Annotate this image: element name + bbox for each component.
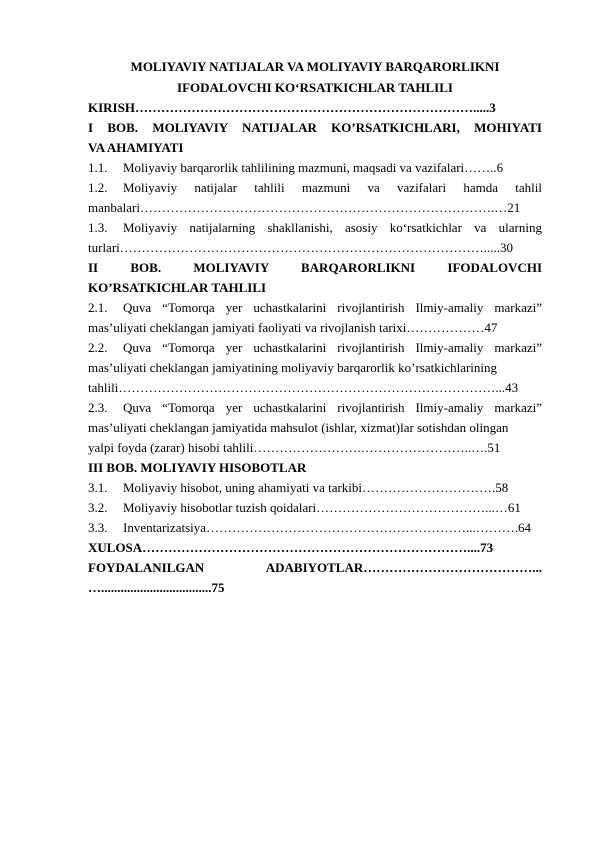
toc-section-1-2-line-2: manbalari……………………………………………………………………….…21 bbox=[88, 200, 521, 215]
section-number: 1.2. bbox=[88, 180, 108, 195]
section-number: 2.1. bbox=[88, 300, 108, 315]
toc-adabiyotlar-line-2: …..................................75 bbox=[88, 580, 225, 595]
toc-section-1-1 bbox=[88, 158, 542, 178]
toc-section-2-2-line-1 bbox=[88, 338, 542, 358]
section-title: Inventarizatsiya……………………………………………………...……….64 bbox=[123, 520, 532, 535]
toc-section-2-2-line-2: mas’uliyati cheklangan jamiyatining moliyaviy barqarorlik ko’rsatkichlarining bbox=[88, 360, 498, 375]
section-number: 3.3. bbox=[88, 520, 108, 535]
toc-section-2-3-line-1 bbox=[88, 398, 542, 418]
section-title: Quva “Tomorqa yer uchastkalarini rivojlantirish Ilmiy-amaliy markazi” bbox=[123, 400, 542, 415]
toc-section-3-1 bbox=[88, 478, 542, 498]
toc-section-2-1-line-1 bbox=[88, 298, 542, 318]
table-of-contents bbox=[88, 98, 542, 598]
document-page bbox=[88, 56, 542, 598]
toc-section-1-2-line-1 bbox=[88, 178, 542, 198]
title-line-2: IFODALOVCHI KO‘RSATKICHLAR TAHLILI bbox=[177, 80, 453, 95]
section-title: Quva “Tomorqa yer uchastkalarini rivojlantirish Ilmiy-amaliy markazi” bbox=[123, 340, 542, 355]
toc-section-1-3-line-1 bbox=[88, 218, 542, 238]
toc-section-2-3-line-3: yalpi foyda (zarar) hisobi tahlili…………………….……………………..….51 bbox=[88, 440, 501, 455]
toc-chapter-1-line-2: VA AHAMIYATI bbox=[88, 140, 184, 155]
document-title bbox=[88, 56, 542, 98]
section-number: 2.3. bbox=[88, 400, 108, 415]
section-number: 1.1. bbox=[88, 160, 108, 175]
toc-adabiyotlar-line-1: FOYDALANILGAN ADABIYOTLAR…………………………………... bbox=[88, 560, 542, 575]
toc-section-3-3 bbox=[88, 518, 542, 538]
toc-xulosa: XULOSA…………………………………………………………………....73 bbox=[88, 540, 494, 555]
section-number: 3.1. bbox=[88, 480, 108, 495]
section-title: Moliyaviy natijalarning shakllanishi, asosiy ko‘rsatkichlar va ularning bbox=[123, 220, 542, 235]
toc-section-1-3-line-2: turlari………………………………………………………………………….....30 bbox=[88, 240, 514, 255]
toc-kirish: KIRISH…………………………………………………………………….....3 bbox=[88, 100, 496, 115]
section-number: 1.3. bbox=[88, 220, 108, 235]
section-title: Moliyaviy natijalar tahlili mazmuni va vazifalari hamda tahlil bbox=[123, 180, 542, 195]
toc-section-2-3-line-2: mas’uliyati cheklangan jamiyatida mahsulot (ishlar, xizmat)lar sotishdan olingan bbox=[88, 420, 509, 435]
title-line-1: MOLIYAVIY NATIJALAR VA MOLIYAVIY BARQARORLIKNI bbox=[130, 59, 500, 74]
section-number: 2.2. bbox=[88, 340, 108, 355]
section-title: Moliyaviy hisobot, uning ahamiyati va tarkibi………………………….58 bbox=[123, 480, 509, 495]
toc-section-2-2-line-3: tahlili……………………………………………………………………………...43 bbox=[88, 380, 519, 395]
toc-chapter-2-line-2: KO’RSATKICHLAR TAHLILI bbox=[88, 280, 267, 295]
toc-chapter-1-line-1: I BOB. MOLIYAVIY NATIJALAR KO’RSATKICHLARI, MOHIYATI bbox=[88, 120, 542, 135]
section-number: 3.2. bbox=[88, 500, 108, 515]
toc-chapter-2-line-1: II BOB. MOLIYAVIY BARQARORLIKNI IFODALOVCHI bbox=[88, 260, 542, 275]
toc-chapter-3: III BOB. MOLIYAVIY HISOBOTLAR bbox=[88, 460, 307, 475]
toc-section-2-1-line-2: mas’uliyati cheklangan jamiyati faoliyati va rivojlanish tarixi………………47 bbox=[88, 320, 498, 335]
section-title: Quva “Tomorqa yer uchastkalarini rivojlantirish Ilmiy-amaliy markazi” bbox=[123, 300, 542, 315]
section-title: Moliyaviy hisobotlar tuzish qoidalari…………………………………...…61 bbox=[123, 500, 521, 515]
toc-section-3-2 bbox=[88, 498, 542, 518]
section-title: Moliyaviy barqarorlik tahlilining mazmuni, maqsadi va vazifalari……..6 bbox=[123, 160, 504, 175]
